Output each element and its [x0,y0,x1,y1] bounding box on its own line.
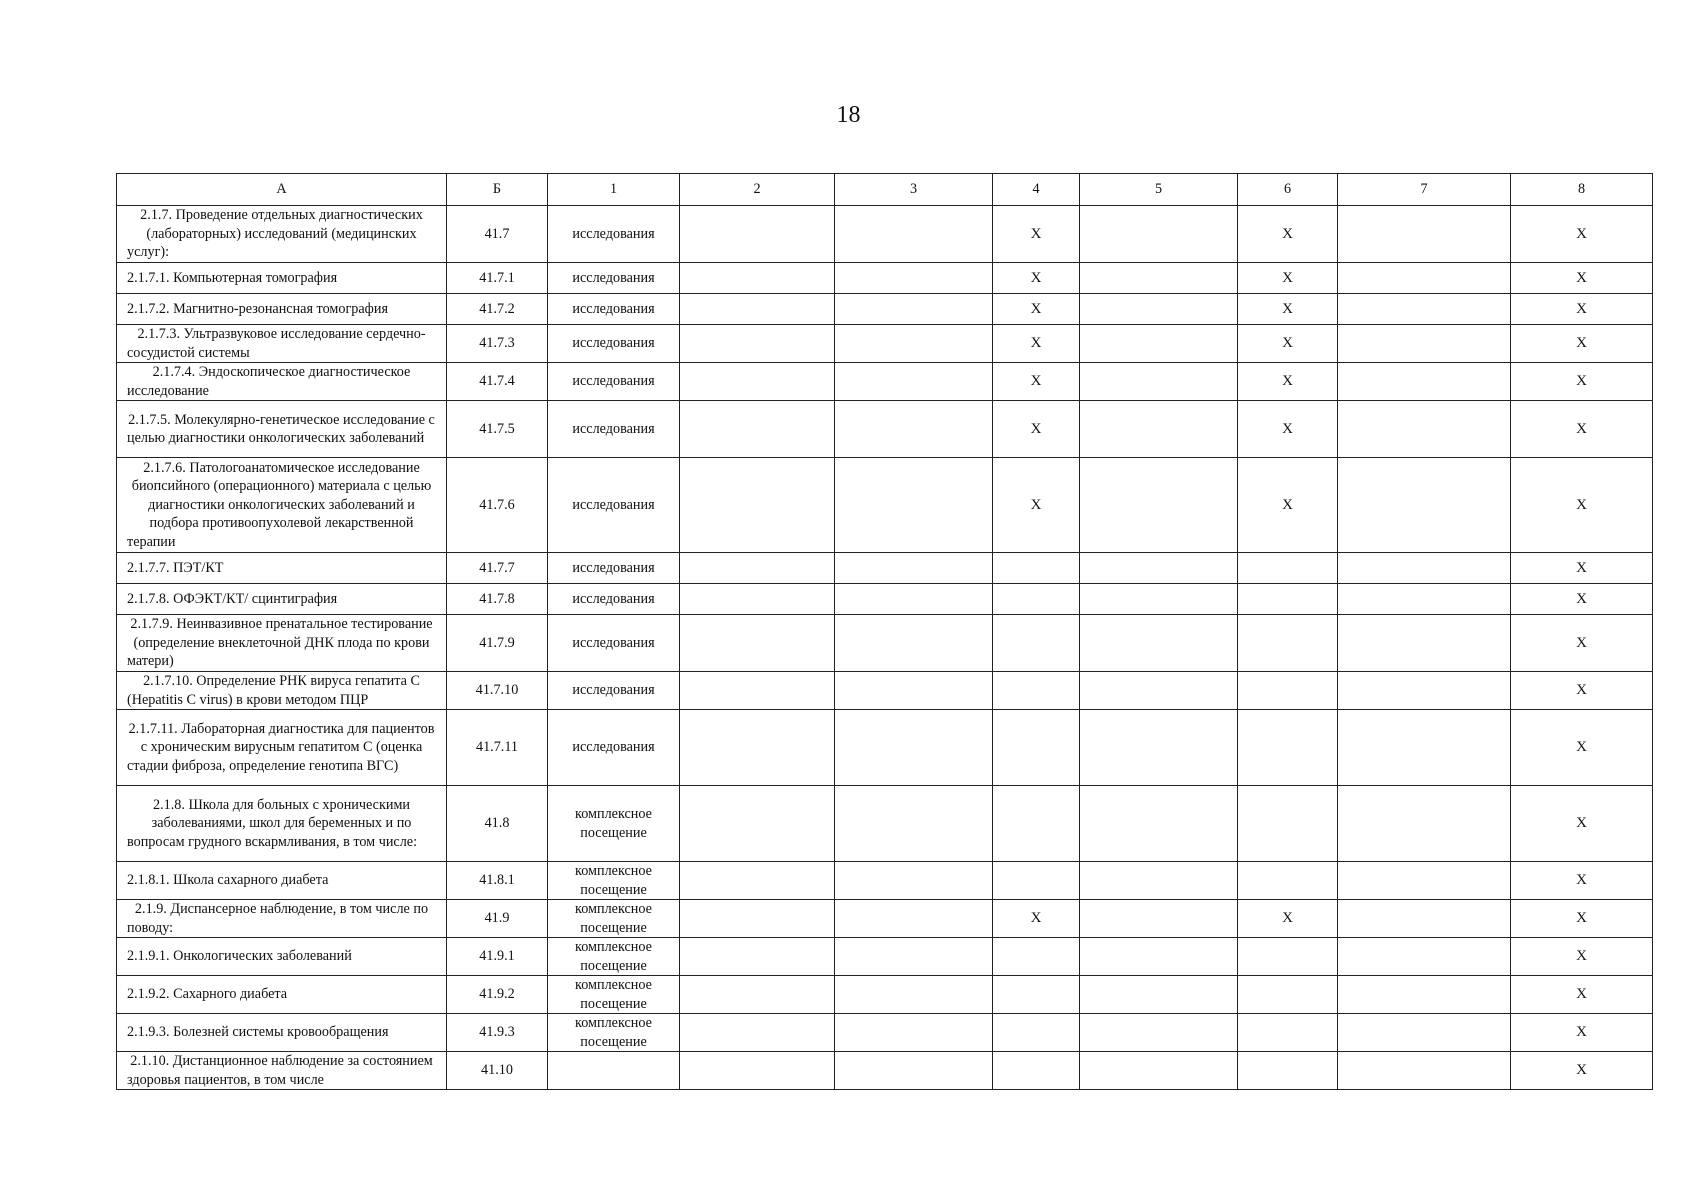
value-cell-3 [835,294,993,325]
value-cell-6: Х [1238,263,1338,294]
value-cell-8: Х [1511,615,1653,672]
value-cell-3 [835,672,993,710]
table-row [117,263,1653,294]
value-cell-8: Х [1511,325,1653,363]
table-row [117,363,1653,401]
value-cell-7 [1338,615,1511,672]
row-unit-cell: комплексное посещение [548,862,680,900]
value-cell-2 [680,458,835,553]
value-cell-6: Х [1238,900,1338,938]
value-cell-2 [680,1014,835,1052]
row-name-cell: 2.1.7.10. Определение РНК вируса гепатита С (Hepatitis C virus) в крови методом ПЦР [117,672,447,710]
table-row [117,862,1653,900]
table-row [117,294,1653,325]
value-cell-3 [835,206,993,263]
header-cell: 2 [680,174,835,206]
row-code-cell: 41.7.3 [447,325,548,363]
row-unit-cell: исследования [548,553,680,584]
value-cell-4: Х [993,263,1080,294]
header-cell: 1 [548,174,680,206]
value-cell-5 [1080,458,1238,553]
page-number: 18 [836,102,861,128]
value-cell-5 [1080,206,1238,263]
row-code-cell: 41.7.7 [447,553,548,584]
value-cell-8: Х [1511,401,1653,458]
table-row [117,1052,1653,1090]
row-unit-cell: комплексное посещение [548,1014,680,1052]
value-cell-8: Х [1511,1014,1653,1052]
value-cell-7 [1338,786,1511,862]
row-unit-cell: исследования [548,401,680,458]
row-code-cell: 41.8.1 [447,862,548,900]
header-row [117,174,1653,206]
value-cell-7 [1338,1014,1511,1052]
row-code-cell: 41.9.2 [447,976,548,1014]
value-cell-8: Х [1511,363,1653,401]
value-cell-6 [1238,862,1338,900]
row-name-cell: 2.1.10. Дистанционное наблюдение за состоянием здоровья пациентов, в том числе [117,1052,447,1090]
table-row [117,615,1653,672]
value-cell-4: Х [993,325,1080,363]
value-cell-8: Х [1511,263,1653,294]
row-code-cell: 41.7.8 [447,584,548,615]
value-cell-5 [1080,584,1238,615]
row-code-cell: 41.8 [447,786,548,862]
value-cell-2 [680,294,835,325]
table-row [117,553,1653,584]
value-cell-3 [835,862,993,900]
row-unit-cell: исследования [548,672,680,710]
value-cell-3 [835,900,993,938]
row-code-cell: 41.7.6 [447,458,548,553]
table-row [117,976,1653,1014]
row-unit-cell: комплексное посещение [548,786,680,862]
value-cell-5 [1080,938,1238,976]
value-cell-2 [680,938,835,976]
value-cell-7 [1338,553,1511,584]
value-cell-6 [1238,553,1338,584]
value-cell-8: Х [1511,862,1653,900]
value-cell-4: Х [993,458,1080,553]
value-cell-6: Х [1238,363,1338,401]
row-unit-cell [548,1052,680,1090]
row-code-cell: 41.7.5 [447,401,548,458]
value-cell-4 [993,786,1080,862]
value-cell-2 [680,263,835,294]
table-body [117,206,1653,1090]
value-cell-3 [835,938,993,976]
header-cell: 3 [835,174,993,206]
value-cell-6 [1238,672,1338,710]
value-cell-2 [680,862,835,900]
value-cell-2 [680,900,835,938]
value-cell-2 [680,1052,835,1090]
row-unit-cell: исследования [548,325,680,363]
value-cell-4 [993,938,1080,976]
row-code-cell: 41.9 [447,900,548,938]
value-cell-5 [1080,672,1238,710]
value-cell-4: Х [993,401,1080,458]
value-cell-2 [680,710,835,786]
value-cell-7 [1338,206,1511,263]
value-cell-8: Х [1511,976,1653,1014]
value-cell-2 [680,584,835,615]
value-cell-7 [1338,401,1511,458]
value-cell-5 [1080,1014,1238,1052]
row-code-cell: 41.7 [447,206,548,263]
header-cell: Б [447,174,548,206]
header-cell: 4 [993,174,1080,206]
value-cell-8: Х [1511,938,1653,976]
value-cell-6 [1238,1014,1338,1052]
value-cell-6: Х [1238,401,1338,458]
row-code-cell: 41.7.9 [447,615,548,672]
table-row [117,1014,1653,1052]
table-row [117,584,1653,615]
row-code-cell: 41.7.11 [447,710,548,786]
value-cell-4 [993,1014,1080,1052]
value-cell-5 [1080,263,1238,294]
value-cell-6 [1238,938,1338,976]
value-cell-5 [1080,976,1238,1014]
row-unit-cell: комплексное посещение [548,900,680,938]
value-cell-4 [993,710,1080,786]
value-cell-4 [993,553,1080,584]
value-cell-5 [1080,325,1238,363]
row-name-cell: 2.1.7. Проведение отдельных диагностических (лабораторных) исследований (медицинских услуг): [117,206,447,263]
value-cell-6: Х [1238,458,1338,553]
value-cell-5 [1080,786,1238,862]
value-cell-8: Х [1511,672,1653,710]
row-name-cell: 2.1.7.4. Эндоскопическое диагностическое исследование [117,363,447,401]
row-name-cell: 2.1.7.8. ОФЭКТ/КТ/ сцинтиграфия [117,584,447,615]
value-cell-4: Х [993,900,1080,938]
value-cell-6 [1238,710,1338,786]
value-cell-7 [1338,862,1511,900]
row-name-cell: 2.1.7.1. Компьютерная томография [117,263,447,294]
value-cell-4 [993,1052,1080,1090]
value-cell-3 [835,1052,993,1090]
row-unit-cell: исследования [548,263,680,294]
row-name-cell: 2.1.7.2. Магнитно-резонансная томография [117,294,447,325]
table-row [117,900,1653,938]
header-cell: 5 [1080,174,1238,206]
value-cell-8: Х [1511,458,1653,553]
row-unit-cell: исследования [548,294,680,325]
value-cell-7 [1338,458,1511,553]
value-cell-6: Х [1238,206,1338,263]
row-name-cell: 2.1.8.1. Школа сахарного диабета [117,862,447,900]
row-name-cell: 2.1.7.6. Патологоанатомическое исследование биопсийного (операционного) материала с целью диагностики онкологических заболеваний и подбора противоопухолевой лекарственной терапии [117,458,447,553]
row-unit-cell: исследования [548,710,680,786]
value-cell-2 [680,401,835,458]
value-cell-7 [1338,976,1511,1014]
value-cell-7 [1338,294,1511,325]
row-name-cell: 2.1.9.1. Онкологических заболеваний [117,938,447,976]
table-row [117,786,1653,862]
value-cell-3 [835,401,993,458]
row-name-cell: 2.1.7.3. Ультразвуковое исследование сердечно-сосудистой системы [117,325,447,363]
value-cell-3 [835,710,993,786]
value-cell-6 [1238,615,1338,672]
value-cell-6: Х [1238,294,1338,325]
value-cell-5 [1080,862,1238,900]
table-row [117,672,1653,710]
value-cell-4: Х [993,363,1080,401]
value-cell-3 [835,325,993,363]
value-cell-4 [993,672,1080,710]
value-cell-7 [1338,363,1511,401]
value-cell-7 [1338,1052,1511,1090]
data-table [116,173,1653,1090]
value-cell-2 [680,615,835,672]
row-name-cell: 2.1.7.5. Молекулярно-генетическое исследование с целью диагностики онкологических заболеваний [117,401,447,458]
row-code-cell: 41.7.1 [447,263,548,294]
value-cell-8: Х [1511,584,1653,615]
value-cell-3 [835,584,993,615]
value-cell-5 [1080,900,1238,938]
value-cell-5 [1080,1052,1238,1090]
value-cell-5 [1080,553,1238,584]
value-cell-8: Х [1511,553,1653,584]
value-cell-3 [835,786,993,862]
value-cell-4: Х [993,294,1080,325]
value-cell-7 [1338,584,1511,615]
row-unit-cell: исследования [548,615,680,672]
value-cell-3 [835,1014,993,1052]
value-cell-3 [835,263,993,294]
row-unit-cell: комплексное посещение [548,976,680,1014]
value-cell-8: Х [1511,786,1653,862]
table-row [117,325,1653,363]
value-cell-4: Х [993,206,1080,263]
value-cell-3 [835,615,993,672]
row-code-cell: 41.9.1 [447,938,548,976]
row-code-cell: 41.7.4 [447,363,548,401]
value-cell-6 [1238,786,1338,862]
row-unit-cell: исследования [548,363,680,401]
value-cell-5 [1080,294,1238,325]
value-cell-8: Х [1511,710,1653,786]
row-name-cell: 2.1.9. Диспансерное наблюдение, в том числе по поводу: [117,900,447,938]
row-name-cell: 2.1.9.2. Сахарного диабета [117,976,447,1014]
value-cell-7 [1338,900,1511,938]
row-code-cell: 41.9.3 [447,1014,548,1052]
table-row [117,458,1653,553]
value-cell-5 [1080,363,1238,401]
value-cell-2 [680,976,835,1014]
row-unit-cell: исследования [548,584,680,615]
row-unit-cell: исследования [548,458,680,553]
value-cell-4 [993,862,1080,900]
row-unit-cell: исследования [548,206,680,263]
value-cell-2 [680,553,835,584]
value-cell-8: Х [1511,294,1653,325]
value-cell-4 [993,584,1080,615]
value-cell-3 [835,976,993,1014]
row-unit-cell: комплексное посещение [548,938,680,976]
header-cell: 7 [1338,174,1511,206]
value-cell-2 [680,363,835,401]
value-cell-7 [1338,672,1511,710]
value-cell-5 [1080,710,1238,786]
header-cell: 6 [1238,174,1338,206]
table-row [117,710,1653,786]
value-cell-7 [1338,710,1511,786]
value-cell-5 [1080,401,1238,458]
value-cell-3 [835,363,993,401]
value-cell-8: Х [1511,1052,1653,1090]
value-cell-2 [680,786,835,862]
row-code-cell: 41.7.2 [447,294,548,325]
table-row [117,938,1653,976]
value-cell-7 [1338,938,1511,976]
value-cell-7 [1338,263,1511,294]
row-name-cell: 2.1.7.9. Неинвазивное пренатальное тестирование (определение внеклеточной ДНК плода по крови матери) [117,615,447,672]
row-name-cell: 2.1.7.11. Лабораторная диагностика для пациентов с хроническим вирусным гепатитом С (оценка стадии фиброза, определение генотипа ВГС) [117,710,447,786]
value-cell-3 [835,458,993,553]
table-row [117,206,1653,263]
value-cell-8: Х [1511,206,1653,263]
value-cell-3 [835,553,993,584]
row-code-cell: 41.7.10 [447,672,548,710]
header-cell: 8 [1511,174,1653,206]
row-name-cell: 2.1.7.7. ПЭТ/КТ [117,553,447,584]
value-cell-4 [993,615,1080,672]
value-cell-6 [1238,1052,1338,1090]
value-cell-7 [1338,325,1511,363]
value-cell-6: Х [1238,325,1338,363]
row-code-cell: 41.10 [447,1052,548,1090]
value-cell-5 [1080,615,1238,672]
value-cell-4 [993,976,1080,1014]
value-cell-2 [680,206,835,263]
table-row [117,401,1653,458]
value-cell-8: Х [1511,900,1653,938]
row-name-cell: 2.1.8. Школа для больных с хроническими заболеваниями, школ для беременных и по вопросам грудного вскармливания, в том числе: [117,786,447,862]
value-cell-6 [1238,976,1338,1014]
header-cell: А [117,174,447,206]
value-cell-2 [680,672,835,710]
value-cell-2 [680,325,835,363]
row-name-cell: 2.1.9.3. Болезней системы кровообращения [117,1014,447,1052]
value-cell-6 [1238,584,1338,615]
